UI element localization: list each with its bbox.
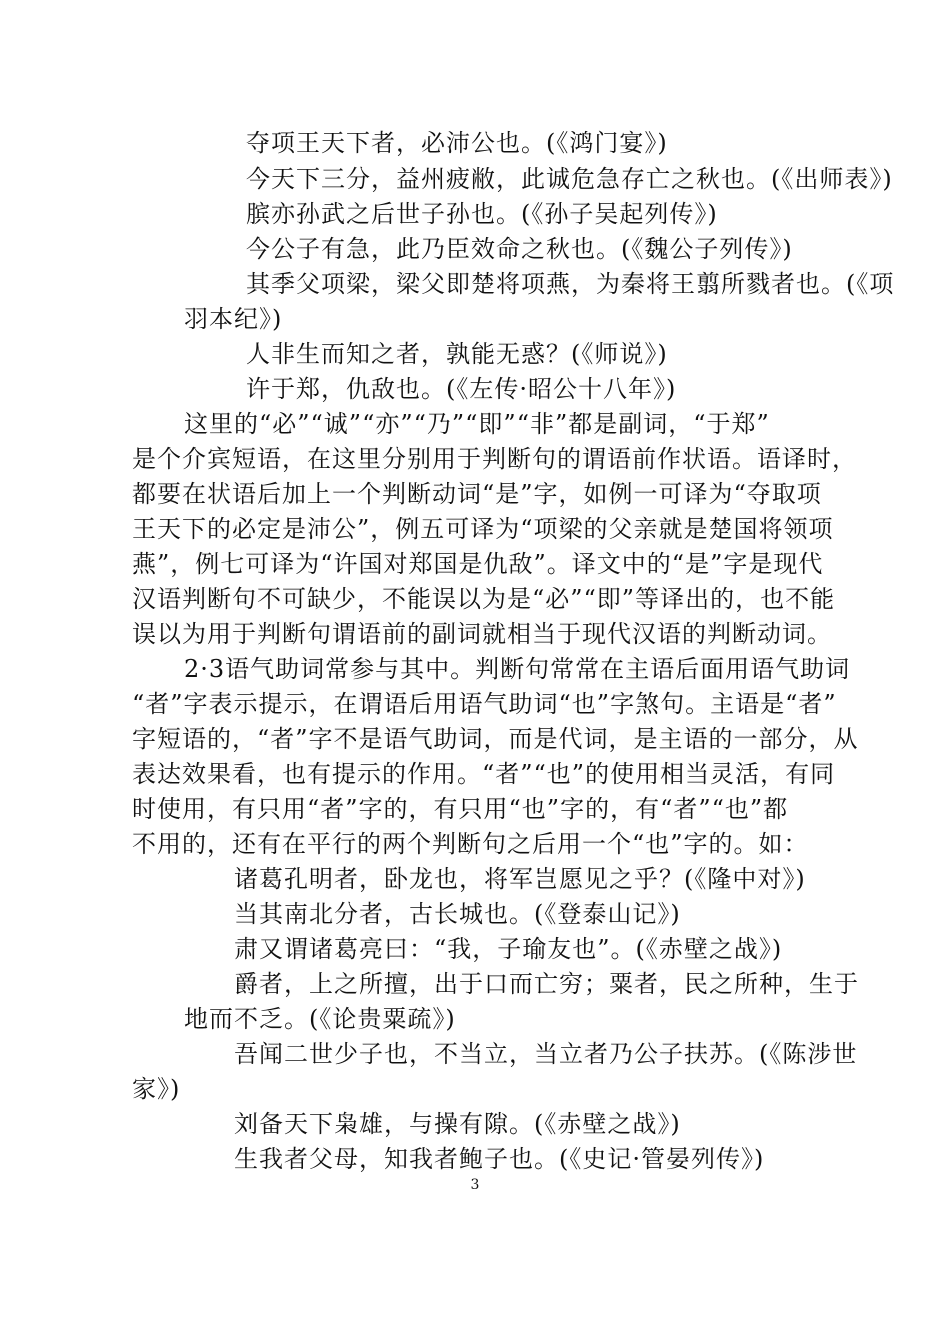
example-line: 人非生而知之者，孰能无惑？(《师说》) xyxy=(246,340,668,368)
example-line: 肃又谓诸葛亮曰：“我，子瑜友也”。(《赤壁之战》) xyxy=(234,935,783,963)
example-line-continuation: 羽本纪》) xyxy=(184,305,283,333)
example-line: 今公子有急，此乃臣效命之秋也。(《魏公子列传》) xyxy=(246,235,793,263)
paragraph-line: 这里的“必”“诚”“亦”“乃”“即”“非”都是副词，“于郑” xyxy=(184,410,770,438)
paragraph-line: 是个介宾短语，在这里分别用于判断句的谓语前作状语。语译时， xyxy=(132,445,857,473)
paragraph-line: 燕”，例七可译为“许国对郑国是仇敌”。译文中的“是”字是现代 xyxy=(132,550,824,578)
example-line: 许于郑，仇敌也。(《左传·昭公十八年》) xyxy=(246,375,677,403)
paragraph-line: 字短语的，“者”字不是语气助词，而是代词，是主语的一部分，从 xyxy=(132,725,859,753)
paragraph-line: 误以为用于判断句谓语前的副词就相当于现代汉语的判断动词。 xyxy=(132,620,832,648)
example-line-continuation: 地而不乏。(《论贵粟疏》) xyxy=(184,1005,456,1033)
paragraph-line: 都要在状语后加上一个判断动词“是”字，如例一可译为“夺取项 xyxy=(132,480,822,508)
example-line: 刘备天下枭雄，与操有隙。(《赤壁之战》) xyxy=(234,1110,681,1138)
example-line: 当其南北分者，古长城也。(《登泰山记》) xyxy=(234,900,681,928)
paragraph-line: 王天下的必定是沛公”，例五可译为“项梁的父亲就是楚国将领项 xyxy=(132,515,834,543)
example-line: 吾闻二世少子也，不当立，当立者乃公子扶苏。(《陈涉世 xyxy=(234,1040,858,1068)
example-line-continuation: 家》) xyxy=(132,1075,181,1103)
example-line: 爵者，上之所擅，出于口而亡穷；粟者，民之所种，生于 xyxy=(234,970,859,998)
paragraph-line: 汉语判断句不可缺少，不能误以为是“必”“即”等译出的，也不能 xyxy=(132,585,836,613)
example-line: 诸葛孔明者，卧龙也，将军岂愿见之乎？(《隆中对》) xyxy=(234,865,806,893)
example-line: 生我者父母，知我者鲍子也。(《史记·管晏列传》) xyxy=(234,1145,765,1173)
example-line: 夺项王天下者，必沛公也。(《鸿门宴》) xyxy=(246,129,668,157)
paragraph-line: “者”字表示提示，在谓语后用语气助词“也”字煞句。主语是“者” xyxy=(132,690,837,718)
paragraph-line: 不用的，还有在平行的两个判断句之后用一个“也”字的。如： xyxy=(132,830,809,858)
paragraph-line: 时使用，有只用“者”字的，有只用“也”字的，有“者”“也”都 xyxy=(132,795,789,823)
page-number: 3 xyxy=(470,1177,480,1193)
example-line: 今天下三分，益州疲敝，此诚危急存亡之秋也。(《出师表》) xyxy=(246,165,893,193)
paragraph-line: 2·3语气助词常参与其中。判断句常常在主语后面用语气助词 xyxy=(184,655,851,683)
example-line: 其季父项梁，梁父即楚将项燕，为秦将王翦所戮者也。(《项 xyxy=(246,270,895,298)
example-line: 膑亦孙武之后世子孙也。(《孙子吴起列传》) xyxy=(246,200,718,228)
paragraph-line: 表达效果看，也有提示的作用。“者”“也”的使用相当灵活，有同 xyxy=(132,760,836,788)
